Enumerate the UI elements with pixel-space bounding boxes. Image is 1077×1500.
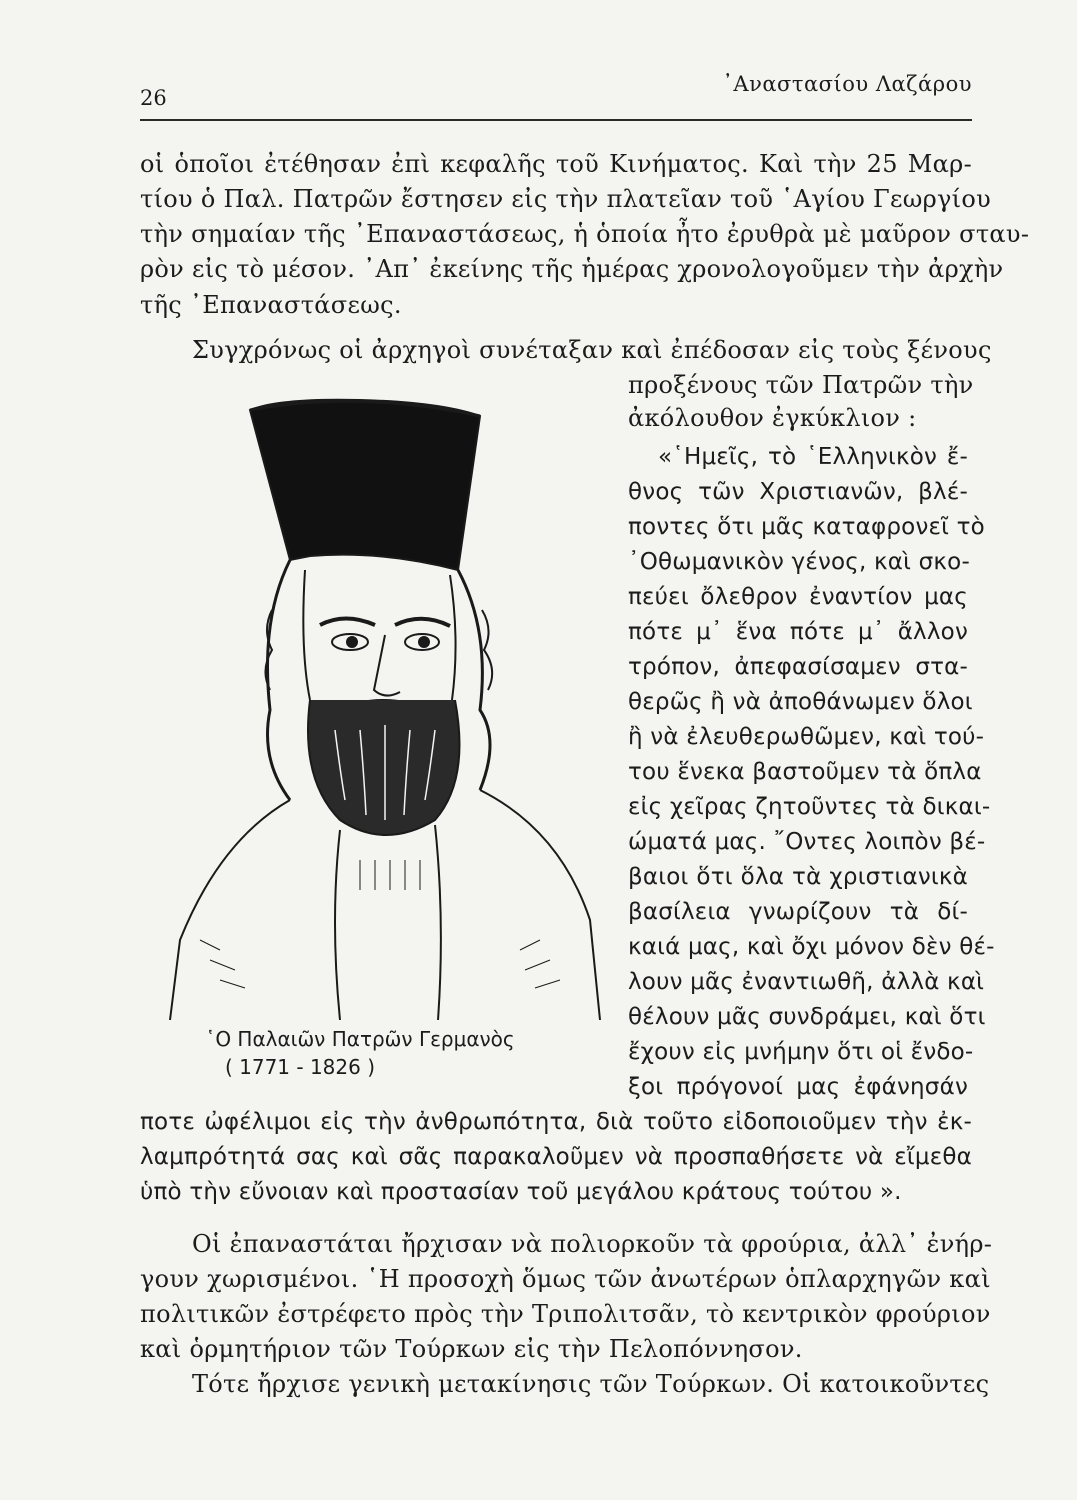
text-line: ποτε ὠφέλιμοι εἰς τὴν ἀνθρωπότητα, διὰ τοῦτο εἰδοποιοῦμεν τὴν ἐκ- xyxy=(140,1109,972,1135)
text-line: λαμπρότητά σας καὶ σᾶς παρακαλοῦμεν νὰ προσπαθήσετε νὰ εἴμεθα xyxy=(140,1144,972,1170)
text-line: τρόπον, ἀπεφασίσαμεν στα- xyxy=(628,654,968,680)
text-line: θνος τῶν Χριστιανῶν, βλέ- xyxy=(628,479,968,505)
text-line: Συγχρόνως οἱ ἀρχηγοὶ συνέταξαν καὶ ἐπέδοσαν εἰς τοὺς ξένους xyxy=(192,336,992,364)
text-line: γουν χωρισμένοι. ῾Η προσοχὴ ὅμως τῶν ἀνωτέρων ὁπλαρχηγῶν καὶ xyxy=(140,1265,991,1293)
text-line: οἱ ὁποῖοι ἐτέθησαν ἐπὶ κεφαλῆς τοῦ Κινήματος. Καὶ τὴν 25 Μαρ- xyxy=(140,150,972,178)
text-line: βαιοι ὅτι ὅλα τὰ χριστιανικὰ xyxy=(628,864,968,890)
header-rule xyxy=(140,119,972,121)
text-line: εἰς χεῖρας ζητοῦντες τὰ δικαι- xyxy=(628,794,991,820)
text-line: ὑπὸ τὴν εὔνοιαν καὶ προστασίαν τοῦ μεγάλου κράτους τούτου ». xyxy=(140,1179,902,1205)
text-line: θερῶς ἢ νὰ ἀποθάνωμεν ὅλοι xyxy=(628,689,973,715)
running-title: ᾿Αναστασίου Λαζάρου xyxy=(722,72,972,96)
text-line: βασίλεια γνωρίζουν τὰ δί- xyxy=(628,899,968,925)
text-line: του ἕνεκα βαστοῦμεν τὰ ὅπλα xyxy=(628,759,982,785)
text-line: ποντες ὅτι μᾶς καταφρονεῖ τὸ xyxy=(628,514,985,540)
figure-caption-dates: ( 1771 - 1826 ) xyxy=(224,1055,376,1079)
text-line: ρὸν εἰς τὸ μέσον. ᾿Απ᾿ ἐκείνης τῆς ἡμέρας χρονολογοῦμεν τὴν ἀρχὴν xyxy=(140,255,1004,283)
figure-caption: ῾Ο Παλαιῶν Πατρῶν Γερμανὸς xyxy=(205,1027,515,1051)
text-line: τίου ὁ Παλ. Πατρῶν ἔστησεν εἰς τὴν πλατεῖαν τοῦ ῾Αγίου Γεωργίου xyxy=(140,185,991,213)
text-line: ἔχουν εἰς μνήμην ὅτι οἱ ἔνδο- xyxy=(628,1039,974,1065)
text-line: καὶ ὁρμητήριον τῶν Τούρκων εἰς τὴν Πελοπόννησον. xyxy=(140,1335,803,1363)
text-line: τῆς ᾿Επαναστάσεως. xyxy=(140,291,402,319)
page-number: 26 xyxy=(140,86,167,110)
text-line: λουν μᾶς ἐναντιωθῆ, ἀλλὰ καὶ xyxy=(628,969,985,995)
text-line: τὴν σημαίαν τῆς ᾿Επαναστάσεως, ἡ ὁποία ἦτο ἐρυθρὰ μὲ μαῦρον σταυ- xyxy=(140,220,1030,248)
portrait-illustration xyxy=(160,380,610,1020)
text-line: ἀκόλουθον ἐγκύκλιον : xyxy=(628,404,917,432)
text-line: προξένους τῶν Πατρῶν τὴν xyxy=(628,371,974,399)
text-line: πεύει ὄλεθρον ἐναντίον μας xyxy=(628,584,968,610)
text-line: Τότε ἤρχισε γενικὴ μετακίνησις τῶν Τούρκων. Οἱ κατοικοῦντες xyxy=(192,1370,990,1398)
text-line: θέλουν μᾶς συνδράμει, καὶ ὅτι xyxy=(628,1004,986,1030)
text-line: Οἱ ἐπαναστάται ἤρχισαν νὰ πολιορκοῦν τὰ φρούρια, ἀλλ᾿ ἐνήρ- xyxy=(192,1230,993,1258)
text-line: ἢ νὰ ἐλευθερωθῶμεν, καὶ τού- xyxy=(628,724,985,750)
text-line: ξοι πρόγονοί μας ἐφάνησάν xyxy=(628,1074,968,1100)
text-line: πολιτικῶν ἐστρέφετο πρὸς τὴν Τριπολιτσᾶν, τὸ κεντρικὸν φρούριον xyxy=(140,1300,991,1328)
text-line: πότε μ᾿ ἕνα πότε μ᾿ ἄλλον xyxy=(628,619,968,645)
text-line: ώματά μας. ῎Οντες λοιπὸν βέ- xyxy=(628,829,986,855)
text-line: «῾Ημεῖς, τὸ ῾Ελληνικὸν ἔ- xyxy=(658,444,968,470)
text-line: ᾿Οθωμανικὸν γένος, καὶ σκο- xyxy=(628,549,970,575)
text-line: καιά μας, καὶ ὄχι μόνον δὲν θέ- xyxy=(628,934,995,960)
